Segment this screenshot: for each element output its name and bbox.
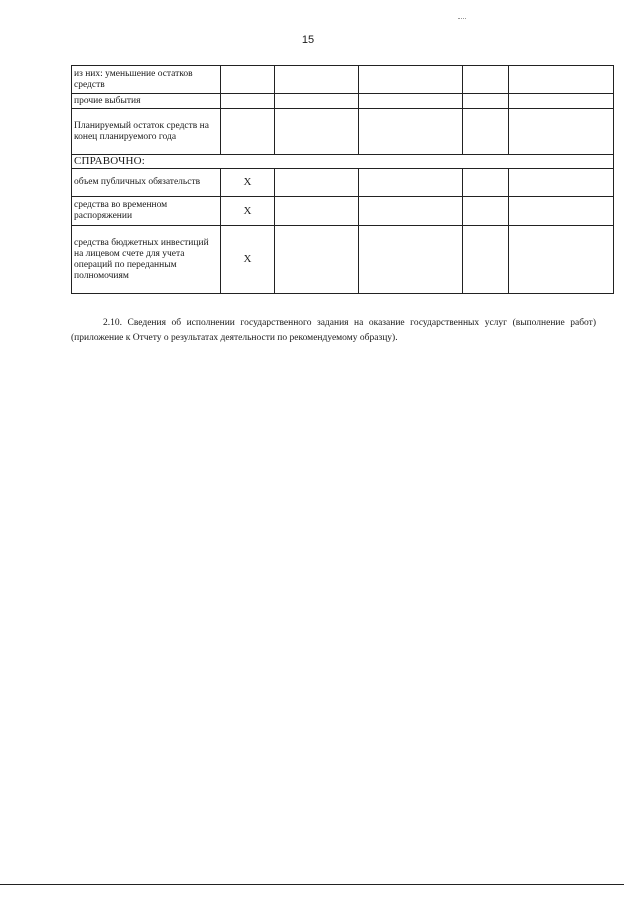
table-cell (359, 66, 463, 94)
table-cell (463, 197, 509, 226)
table-cell (275, 109, 359, 155)
table-cell (509, 94, 614, 109)
table-cell (221, 94, 275, 109)
table-cell (275, 197, 359, 226)
row-label: средства бюджетных инвестиций на лицевом счете для учета операций по переданным полномочиям (72, 226, 221, 294)
table-cell (359, 169, 463, 197)
bottom-rule (0, 884, 624, 885)
table-row (72, 169, 614, 197)
table-row (72, 155, 614, 169)
table-cell (359, 109, 463, 155)
table-cell (221, 66, 275, 94)
table-cell (463, 169, 509, 197)
scan-artifact (458, 18, 466, 19)
row-label: прочие выбытия (72, 94, 221, 109)
x-mark: X (221, 169, 275, 197)
table-cell (463, 94, 509, 109)
table-cell (509, 226, 614, 294)
table-cell (509, 66, 614, 94)
table-row (72, 66, 614, 94)
table-cell (275, 66, 359, 94)
table-row (72, 197, 614, 226)
table-cell (275, 94, 359, 109)
table-cell (463, 109, 509, 155)
row-label: из них: уменьшение остатков средств (72, 66, 221, 94)
page-number: 15 (301, 34, 315, 46)
table-cell (463, 66, 509, 94)
table-row (72, 226, 614, 294)
table-row (72, 109, 614, 155)
table-cell (359, 197, 463, 226)
table-cell (275, 226, 359, 294)
row-label: объем публичных обязательств (72, 169, 221, 197)
table-cell (509, 197, 614, 226)
table-cell (509, 109, 614, 155)
table-cell (359, 226, 463, 294)
table-cell (463, 226, 509, 294)
row-label: Планируемый остаток средств на конец планируемого года (72, 109, 221, 155)
table-row (72, 94, 614, 109)
section-heading: СПРАВОЧНО: (72, 155, 614, 169)
section-paragraph: 2.10. Сведения об исполнении государственного задания на оказание государственных услуг (выполнение работ) (приложение к Отчету о результатах деятельности по рекомендуемому образцу). (71, 318, 596, 343)
table-cell (275, 169, 359, 197)
row-label: средства во временном распоряжении (72, 197, 221, 226)
budget-table (71, 65, 614, 294)
table-cell (359, 94, 463, 109)
table-cell (221, 109, 275, 155)
x-mark: X (221, 197, 275, 226)
x-mark: X (221, 226, 275, 294)
table-cell (509, 169, 614, 197)
